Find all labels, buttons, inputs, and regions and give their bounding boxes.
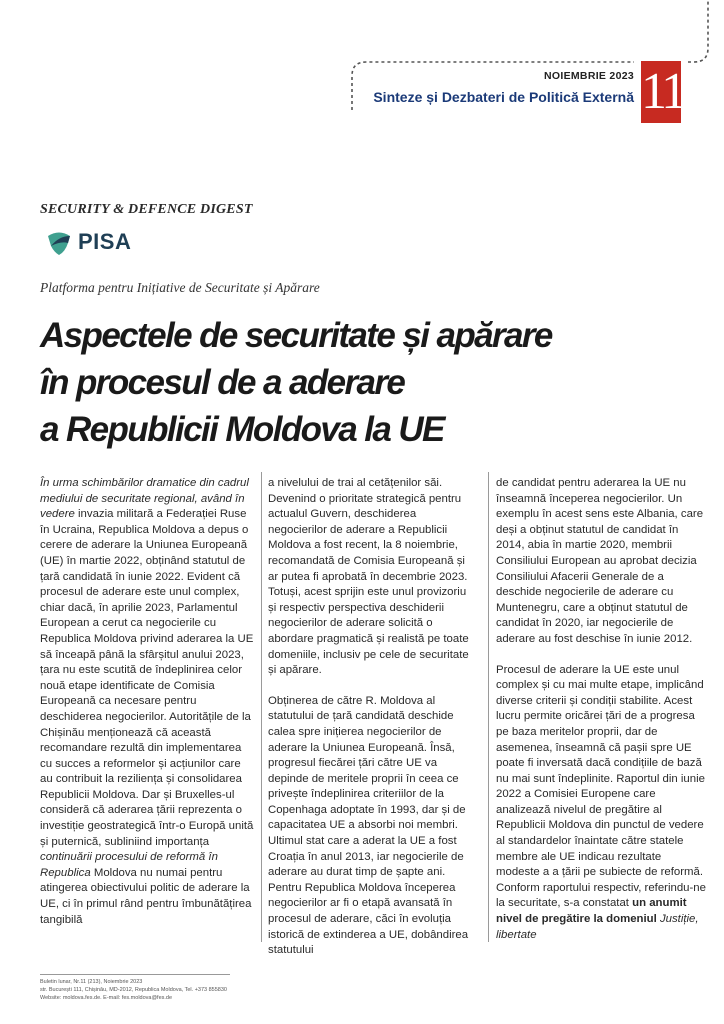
title-line-3: a Republicii Moldova la UE (40, 410, 444, 449)
paragraph: a nivelului de trai al cetățenilor săi. Devenind o prioritate strategică pentru actualul Guvern, deschiderea negocierilor de aderare a Republicii Moldova a fost recent, la 8 noiembrie, recomandată de Comisia Europeană și ar putea fi aprobată în decembrie 2023. Totuși, acest sprijin este unul provizoriu și respectiv perspectiva deschiderii negocierilor de aderare solicită o abordare pragmatică și realistă pe toate domeniile, inclusiv pe cele de securitate și apărare. (268, 477, 469, 677)
title-line-2: în procesul de a aderare (40, 363, 405, 402)
column-1 (40, 476, 256, 928)
column-divider (488, 472, 489, 942)
bold-run: un anumit nivel de pregătire la domeniul (496, 897, 687, 926)
pisa-logo (45, 228, 131, 256)
footer-line-1: Buletin lunar, Nr.11 (213), Noiembrie 2023 (40, 979, 143, 985)
footer (40, 978, 227, 1002)
article-title (40, 312, 700, 453)
footer-line-2: str. București 111, Chișinău, MD-2012, Republica Moldova, Tel. +373 855830 (40, 987, 227, 993)
paragraph: de candidat pentru aderarea la UE nu înseamnă începerea negocierilor. Un exemplu în acest sens este Albania, care deși a obținut statutul de candidat în 2014, abia în martie 2020, membrii Consiliului European au aprobat decizia Consiliului Afacerii Generale de a deschide negocierile de aderare cu Muntenegru, care a obținut statutul de candidat în 2020, iar negocierile de aderare au fost deschise în iunie 2012. (496, 477, 704, 645)
italic-run: continuării procesului de reformă în Republica (40, 851, 218, 879)
paragraph (40, 476, 256, 928)
text-run: Procesul de aderare la UE este unul complex și cu mai multe etape, implicând diverse criterii și condiții stabilite. Acest lucru permite oricărei țări de a progresa pe baza meritelor proprii, dar de asemenea, înseamnă că pașii spre UE poate fi inversată dacă condițiile de bază nu mai sunt îndeplinite. Raportul din iunie 2022 a Comisiei Europene care analizează nivelul de pregătire al Republicii Moldova din punctul de vedere al standardelor înaintate către statele membre ale UE indicau rezultate modeste a a țării pe subiecte de reformă. Conform raportului respectiv, referindu-ne la securitate, s-a constatat (496, 663, 706, 910)
footer-divider (40, 974, 230, 975)
digest-label: SECURITY & DEFENCE DIGEST (40, 202, 253, 217)
pisa-shield-icon (45, 228, 73, 256)
column-2 (268, 476, 476, 959)
logo-text: PISA (78, 229, 132, 254)
text-run: Moldova nu numai pentru atingerea obiectivului politic de aderare la UE, ci în primul rând pentru îmbunătățirea tangibilă (40, 866, 252, 926)
page-number: 11 (641, 61, 681, 123)
paragraph: Obținerea de către R. Moldova al statutului de țară candidată deschide calea spre inițierea negocierilor de aderare la Uniunea Europeană. Însă, progresul fiecărei țări către UE va depinde de meritele proprii în ceea ce privește îndeplinirea criteriilor de la Copenhaga adoptate în 1993, dar și de capacitatea UE a absorbi noi membri. Ultimul stat care a aderat la UE a fost Croația în anul 2013, iar negocierile de aderare au durat timp de șapte ani. Pentru Republica Moldova începerea negocierilor ar fi o etapă avansată în procesul de aderare, căci în evoluția istorică de extinderea a UE, dobândirea statutului (268, 694, 469, 957)
issue-date: NOIEMBRIE 2023 (544, 70, 634, 82)
paragraph (496, 663, 706, 944)
column-divider (261, 472, 262, 942)
intro-italic: În urma schimbărilor dramatice din cadrul mediului de securitate regional, având în vedere (40, 477, 249, 521)
column-3 (496, 476, 706, 943)
italic-run: Justiție, libertate (496, 913, 699, 941)
text-run: invazia militară a Federației Ruse în Ucraina, Republica Moldova a depus o cerere de aderare la Uniunea Europeană (UE) în martie 2022, obținând statutul de țară candidată în iunie 2022. Evident că procesul de aderare este unul complex, chiar dacă, în aprilie 2023, Parlamentul European a cerut ca negocierile cu Republica Moldova privind aderarea la UE să înceapă până la sfârșitul anului 2023, țara nu este scutită de îndeplinirea celor nouă etape identificate de Comisia Europeană ca necesare pentru deschiderea negocierilor. Autoritățile de la Chișinău menționează că această recomandare rezultă din implementarea cu succes a reformelor și acțiunilor care au contribuit la reziliența și consolidarea Republicii Moldova. Dar și Bruxelles-ul consideră că aderarea țării reprezenta o investiție geostrategică într-o Europă unită și puternică, subliniind importanța (40, 508, 254, 848)
publication-title: Sinteze și Dezbateri de Politică Externă (373, 89, 634, 105)
title-line-1: Aspectele de securitate și apărare (40, 316, 552, 355)
footer-line-3: Website: moldova.fes.de. E-mail: fes.moldova@fes.de (40, 995, 173, 1001)
platform-name: Platforma pentru Inițiative de Securitate și Apărare (40, 280, 320, 295)
